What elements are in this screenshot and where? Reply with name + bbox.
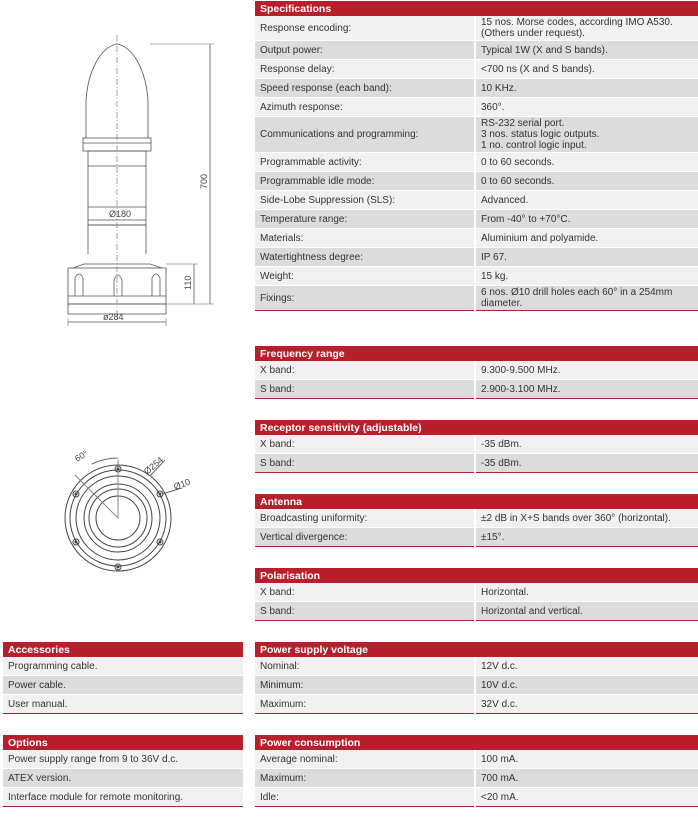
accessories-item: User manual. [3,695,243,714]
specifications-value: <700 ns (X and S bands). [475,60,698,79]
table-row [3,657,243,676]
power-supply-voltage-title: Power supply voltage [255,642,698,657]
power-supply-voltage-label: Maximum: [255,695,475,714]
receptor-sensitivity-value: -35 dBm. [475,435,698,454]
power-supply-voltage-label: Minimum: [255,676,475,695]
specifications-value: IP 67. [475,248,698,267]
polarisation-title: Polarisation [255,568,698,583]
table-row [255,153,698,172]
power-supply-voltage-value: 32V d.c. [475,695,698,714]
antenna-title: Antenna [255,494,698,509]
table-row [3,788,243,807]
table-row [255,676,698,695]
dim-284: ø284 [103,312,124,322]
table-row [255,191,698,210]
power-consumption-value: 700 mA. [475,769,698,788]
antenna-value: ±15°. [475,528,698,547]
specifications-value: 0 to 60 seconds. [475,172,698,191]
specifications-label: Communications and programming: [255,117,475,153]
polarisation-label: X band: [255,583,475,602]
frequency-range-value: 9.300-9.500 MHz. [475,361,698,380]
table-row [255,583,698,602]
specifications-label: Fixings: [255,286,475,311]
polarisation-value: Horizontal. [475,583,698,602]
frequency-range-title: Frequency range [255,346,698,361]
specifications-label: Response delay: [255,60,475,79]
table-row [3,750,243,769]
table-row [255,210,698,229]
dim-180: Ø180 [109,209,132,219]
table-row [255,229,698,248]
receptor-sensitivity-label: X band: [255,435,475,454]
table-row [255,657,698,676]
specifications-label: Speed response (each band): [255,79,475,98]
specifications-value: 6 nos. Ø10 drill holes each 60° in a 254mm diameter. [475,286,698,311]
specifications-label: Side-Lobe Suppression (SLS): [255,191,475,210]
options-item: ATEX version. [3,769,243,788]
specifications-value: From -40° to +70°C. [475,210,698,229]
specifications-label: Weight: [255,267,475,286]
specifications-value: 15 nos. Morse codes, according IMO A530. (Others under request). [475,16,698,41]
dim-angle-60: 60° [73,448,90,464]
options-item: Interface module for remote monitoring. [3,788,243,807]
antenna-label: Vertical divergence: [255,528,475,547]
specifications-value: 0 to 60 seconds. [475,153,698,172]
antenna-value: ±2 dB in X+S bands over 360° (horizontal). [475,509,698,528]
table-row [255,98,698,117]
specifications-value: Typical 1W (X and S bands). [475,41,698,60]
table-row [3,676,243,695]
table-row [255,602,698,621]
power-supply-voltage-value: 12V d.c. [475,657,698,676]
receptor-sensitivity-table [255,420,698,473]
specifications-value: 15 kg. [475,267,698,286]
dim-110: 110 [183,275,193,290]
table-row [255,788,698,807]
power-consumption-title: Power consumption [255,735,698,750]
specifications-label: Temperature range: [255,210,475,229]
table-row [255,528,698,547]
side-view-drawing [0,0,240,330]
specifications-value: Advanced. [475,191,698,210]
specifications-label: Watertightness degree: [255,248,475,267]
specifications-value: 10 KHz. [475,79,698,98]
specifications-title: Specifications [255,1,698,16]
table-row [255,60,698,79]
table-row [255,286,698,311]
frequency-range-label: X band: [255,361,475,380]
table-row [255,361,698,380]
power-consumption-value: 100 mA. [475,750,698,769]
antenna-label: Broadcasting uniformity: [255,509,475,528]
receptor-sensitivity-value: -35 dBm. [475,454,698,473]
table-row [255,695,698,714]
frequency-range-label: S band: [255,380,475,399]
power-consumption-table [255,735,698,807]
dim-700: 700 [199,173,209,189]
accessories-item: Power cable. [3,676,243,695]
accessories-item: Programming cable. [3,657,243,676]
specifications-label: Materials: [255,229,475,248]
specifications-table [255,1,698,311]
top-view-drawing [0,440,240,600]
table-row [255,16,698,41]
power-consumption-label: Average nominal: [255,750,475,769]
table-row [255,41,698,60]
receptor-sensitivity-label: S band: [255,454,475,473]
power-consumption-value: <20 mA. [475,788,698,807]
power-supply-voltage-value: 10V d.c. [475,676,698,695]
specifications-value: Aluminium and polyamide. [475,229,698,248]
table-row [255,750,698,769]
table-row [255,172,698,191]
specifications-value: RS-232 serial port. 3 nos. status logic outputs. 1 no. control logic input. [475,117,698,153]
power-supply-voltage-label: Nominal: [255,657,475,676]
power-supply-voltage-table [255,642,698,714]
power-consumption-label: Idle: [255,788,475,807]
dim-hole-10: Ø10 [172,476,192,492]
specifications-label: Programmable activity: [255,153,475,172]
options-table [3,735,243,807]
table-row [255,79,698,98]
specifications-label: Output power: [255,41,475,60]
table-row [255,117,698,153]
table-row [3,769,243,788]
dim-254: Ø254 [141,454,166,477]
polarisation-label: S band: [255,602,475,621]
power-consumption-label: Maximum: [255,769,475,788]
specifications-value: 360°. [475,98,698,117]
table-row [255,454,698,473]
options-item: Power supply range from 9 to 36V d.c. [3,750,243,769]
polarisation-value: Horizontal and vertical. [475,602,698,621]
specifications-label: Programmable idle mode: [255,172,475,191]
accessories-title: Accessories [3,642,243,657]
specifications-label: Response encoding: [255,16,475,41]
antenna-table [255,494,698,547]
table-row [255,248,698,267]
specifications-label: Azimuth response: [255,98,475,117]
accessories-table [3,642,243,714]
table-row [255,769,698,788]
polarisation-table [255,568,698,621]
receptor-sensitivity-title: Receptor sensitivity (adjustable) [255,420,698,435]
table-row [255,380,698,399]
frequency-range-value: 2.900-3.100 MHz. [475,380,698,399]
frequency-range-table [255,346,698,399]
table-row [255,435,698,454]
table-row [3,695,243,714]
table-row [255,509,698,528]
options-title: Options [3,735,243,750]
table-row [255,267,698,286]
